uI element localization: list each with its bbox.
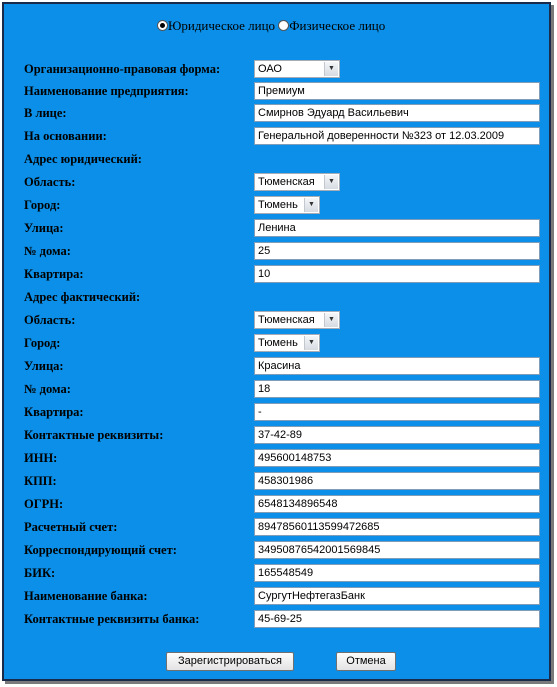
radio-individual-label[interactable]: Физическое лицо bbox=[289, 18, 386, 33]
legal-apartment-label: Квартира: bbox=[24, 267, 84, 281]
actual-city-select[interactable] bbox=[254, 334, 320, 352]
bik-input[interactable]: 165548549 bbox=[254, 564, 540, 582]
chevron-down-icon[interactable]: ▼ bbox=[304, 336, 318, 350]
actual-region-select[interactable] bbox=[254, 311, 340, 329]
actual-street-input[interactable]: Красина bbox=[254, 357, 540, 375]
legal-street-input[interactable]: Ленина bbox=[254, 219, 540, 237]
chevron-down-icon[interactable]: ▼ bbox=[324, 313, 338, 327]
radio-legal-entity[interactable] bbox=[157, 18, 278, 33]
bank-contacts-label: Контактные реквизиты банка: bbox=[24, 612, 200, 626]
legal-region-label: Область: bbox=[24, 175, 76, 189]
org-form-select-value[interactable]: ОАО bbox=[258, 63, 282, 75]
correspondent-account-input[interactable]: 34950876542001569845 bbox=[254, 541, 540, 559]
legal-region-select-value[interactable]: Тюменская bbox=[258, 176, 315, 188]
actual-apartment-label: Квартира: bbox=[24, 405, 84, 419]
settlement-account-input[interactable]: 89478560113599472685 bbox=[254, 518, 540, 536]
company-name-label: Наименование предприятия: bbox=[24, 84, 189, 98]
represented-by-label: В лице: bbox=[24, 106, 67, 120]
register-button[interactable]: Зарегистрироваться bbox=[166, 652, 294, 671]
company-name-input[interactable]: Премиум bbox=[254, 82, 540, 100]
actual-region-select-value[interactable]: Тюменская bbox=[258, 314, 315, 326]
chevron-down-icon[interactable]: ▼ bbox=[324, 175, 338, 189]
radio-selected-icon[interactable] bbox=[157, 20, 168, 31]
actual-city-select-value[interactable]: Тюмень bbox=[258, 337, 298, 349]
represented-by-input[interactable]: Смирнов Эдуард Васильевич bbox=[254, 104, 540, 122]
legal-street-label: Улица: bbox=[24, 221, 64, 235]
actual-city-label: Город: bbox=[24, 336, 61, 350]
bank-contacts-input[interactable]: 45-69-25 bbox=[254, 610, 540, 628]
on-basis-label: На основании: bbox=[24, 129, 107, 143]
ogrn-label: ОГРН: bbox=[24, 497, 64, 511]
contact-details-input[interactable]: 37-42-89 bbox=[254, 426, 540, 444]
contact-details-label: Контактные реквизиты: bbox=[24, 428, 164, 442]
inn-input[interactable]: 495600148753 bbox=[254, 449, 540, 467]
org-form-label: Организационно-правовая форма: bbox=[24, 62, 221, 76]
registration-form-panel bbox=[2, 2, 551, 681]
kpp-input[interactable]: 458301986 bbox=[254, 472, 540, 490]
actual-region-label: Область: bbox=[24, 313, 76, 327]
legal-city-select-value[interactable]: Тюмень bbox=[258, 199, 298, 211]
ogrn-input[interactable]: 6548134896548 bbox=[254, 495, 540, 513]
chevron-down-icon[interactable]: ▼ bbox=[304, 198, 318, 212]
radio-unselected-icon[interactable] bbox=[278, 20, 289, 31]
actual-house-label: № дома: bbox=[24, 382, 71, 396]
entity-type-radio-group bbox=[157, 18, 385, 34]
actual-house-input[interactable]: 18 bbox=[254, 380, 540, 398]
actual-street-label: Улица: bbox=[24, 359, 64, 373]
radio-individual[interactable] bbox=[278, 18, 385, 33]
bank-name-input[interactable]: СургутНефтегазБанк bbox=[254, 587, 540, 605]
legal-city-select[interactable] bbox=[254, 196, 320, 214]
cancel-button[interactable]: Отмена bbox=[336, 652, 396, 671]
radio-legal-entity-label[interactable]: Юридическое лицо bbox=[168, 18, 276, 33]
legal-apartment-input[interactable]: 10 bbox=[254, 265, 540, 283]
kpp-label: КПП: bbox=[24, 474, 57, 488]
chevron-down-icon[interactable]: ▼ bbox=[324, 62, 338, 76]
actual-address-heading-label: Адрес фактический: bbox=[24, 290, 141, 304]
legal-house-input[interactable]: 25 bbox=[254, 242, 540, 260]
bank-name-label: Наименование банка: bbox=[24, 589, 148, 603]
inn-label: ИНН: bbox=[24, 451, 58, 465]
legal-city-label: Город: bbox=[24, 198, 61, 212]
org-form-select[interactable] bbox=[254, 60, 340, 78]
correspondent-account-label: Корреспондирующий счет: bbox=[24, 543, 177, 557]
settlement-account-label: Расчетный счет: bbox=[24, 520, 118, 534]
legal-house-label: № дома: bbox=[24, 244, 71, 258]
bik-label: БИК: bbox=[24, 566, 56, 580]
on-basis-input[interactable]: Генеральной доверенности №323 от 12.03.2009 bbox=[254, 127, 540, 145]
legal-region-select[interactable] bbox=[254, 173, 340, 191]
actual-apartment-input[interactable]: - bbox=[254, 403, 540, 421]
legal-address-heading-label: Адрес юридический: bbox=[24, 152, 142, 166]
